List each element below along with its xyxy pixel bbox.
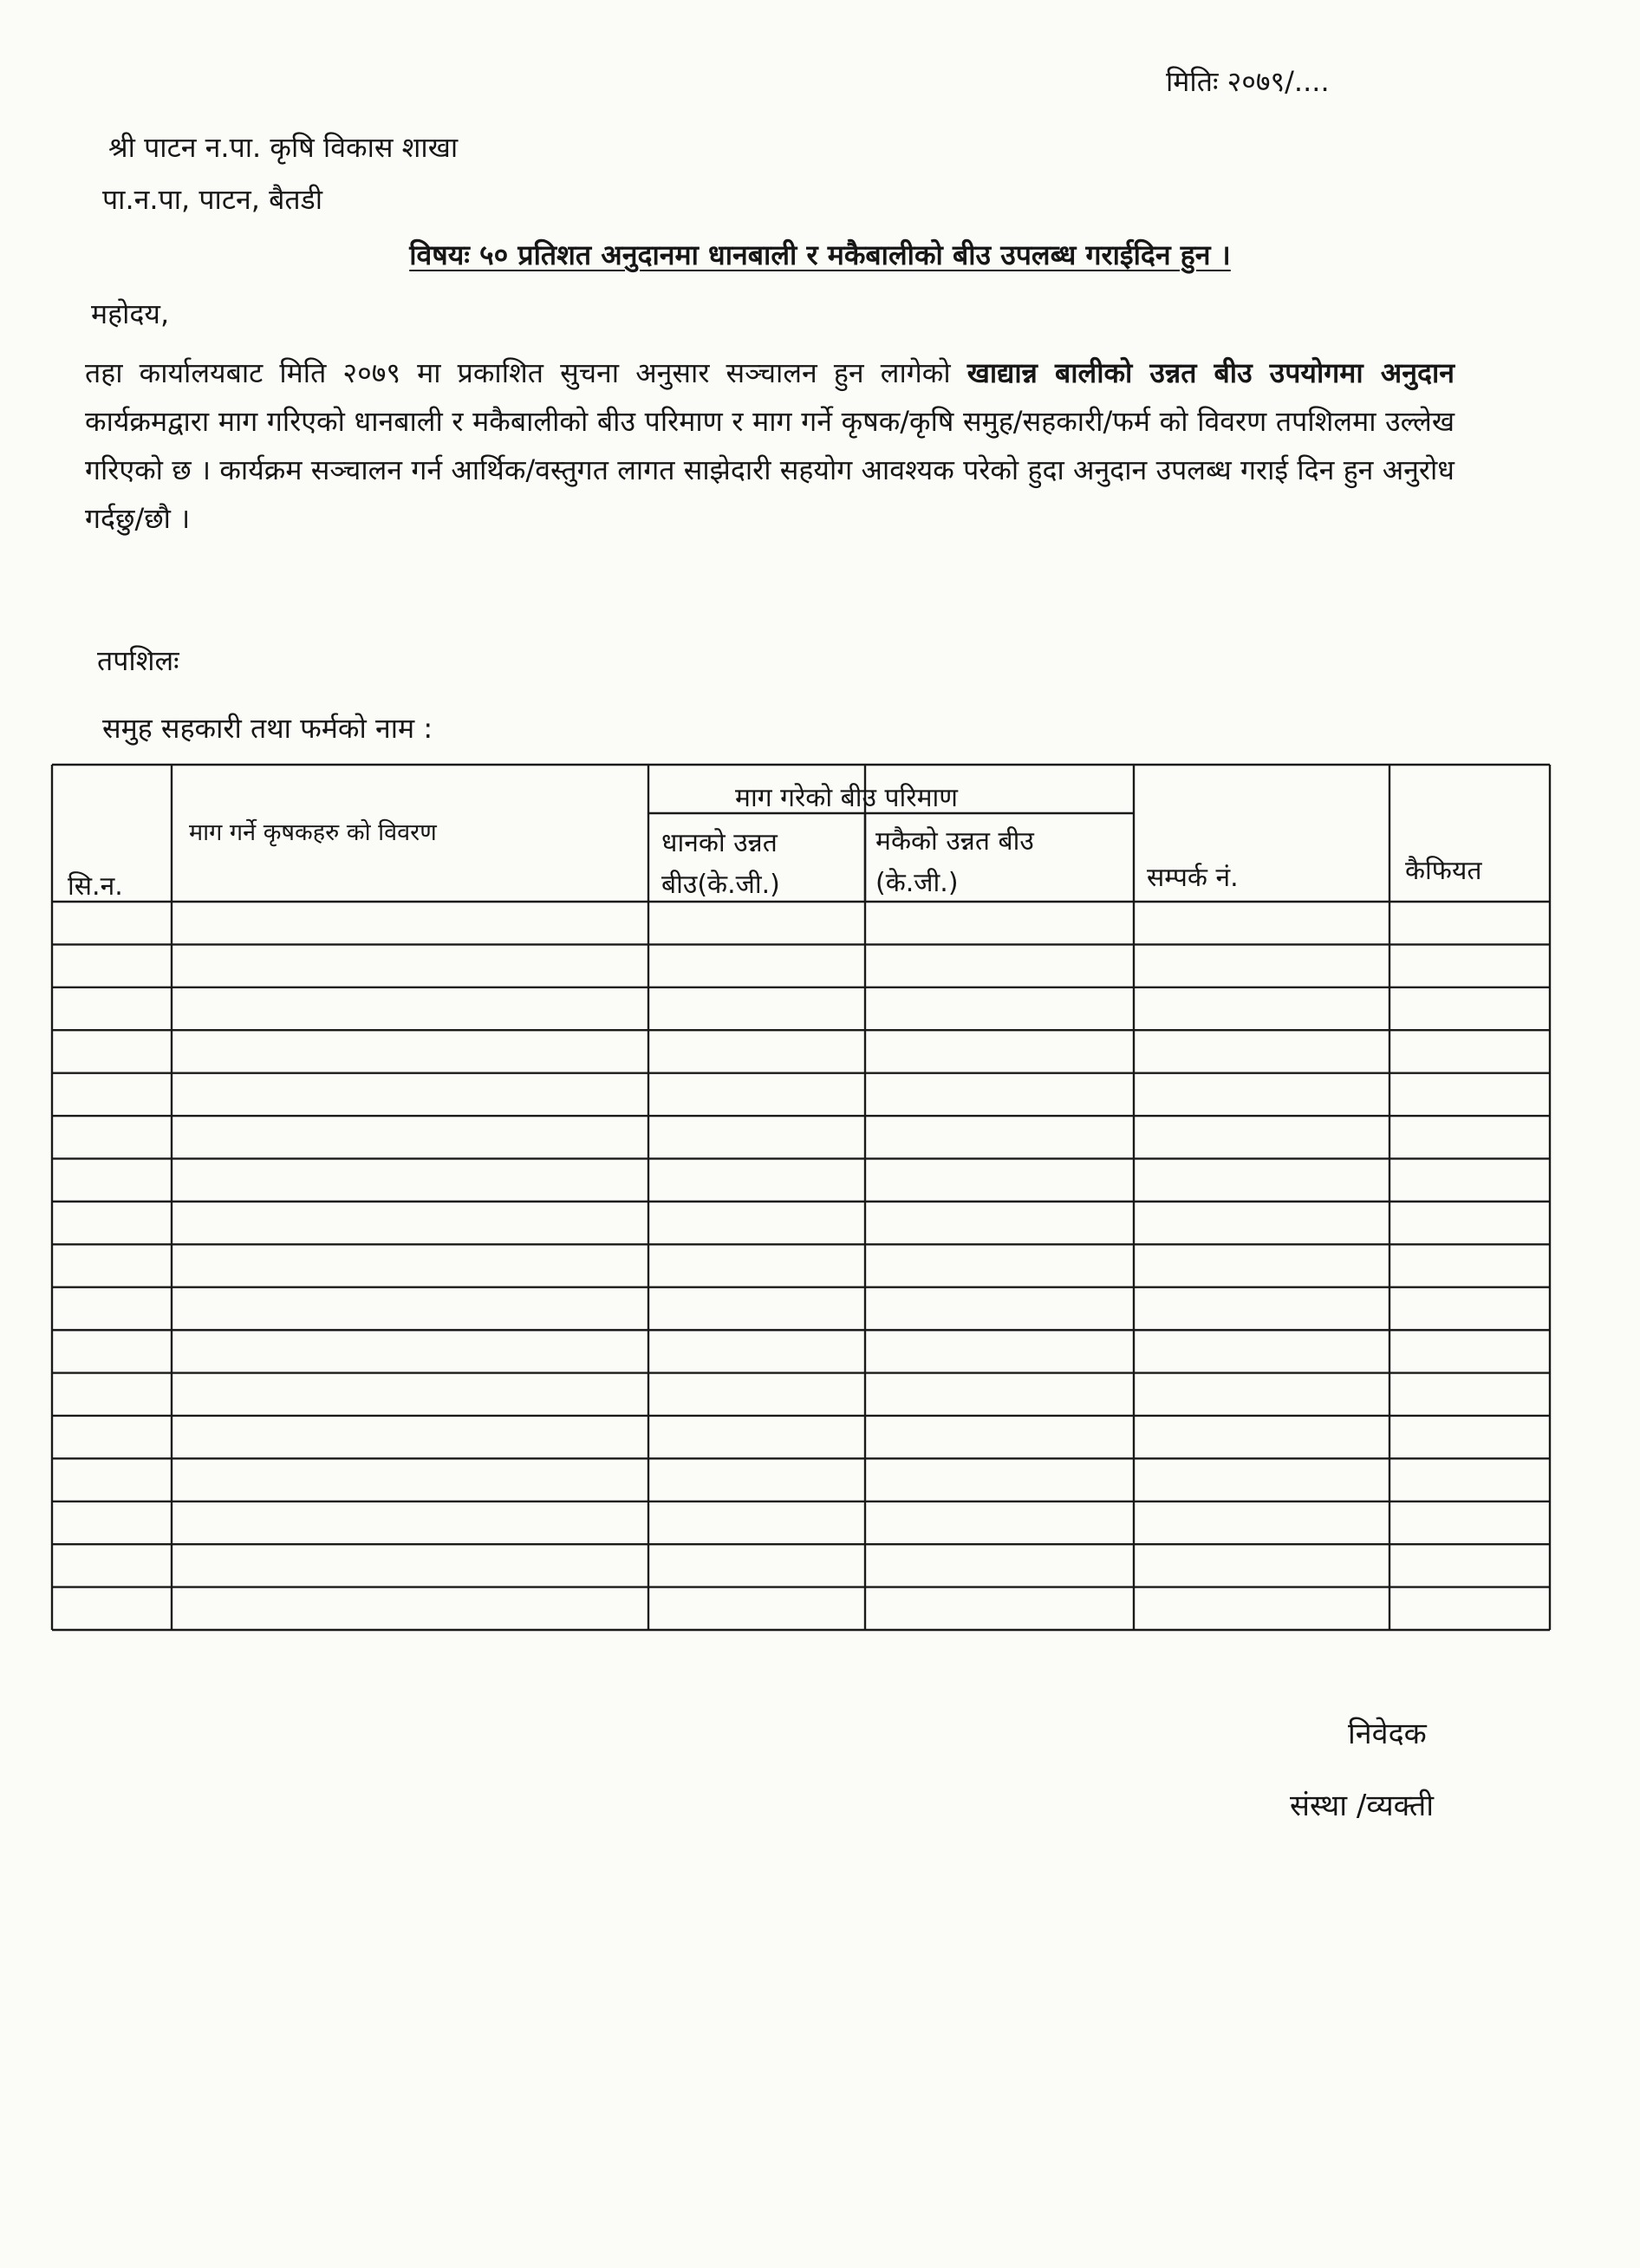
date-line: मितिः २०७९/.... [1166,65,1330,98]
body-text-part-1: तहा कार्यालयबाट मिति २०७९ मा प्रकाशित सुचना अनुसार सञ्चालन हुन लागेको [85,356,967,389]
subject-line [0,236,1640,273]
header-maize-seed-line-1: मकैको उन्नत बीउ [875,826,1034,857]
header-paddy-seed-line-1: धानको उन्नत [661,828,778,858]
details-label: तपशिलः [97,644,179,677]
subject-text: विषयः ५० प्रतिशत अनुदानमा धानबाली र मकैबालीको बीउ उपलब्ध गराईदिन हुन । [409,238,1231,271]
header-seed-quantity: माग गरेको बीउ परिमाण [735,783,958,813]
header-contact-number: सम्पर्क नं. [1147,863,1239,893]
header-paddy-seed-line-2: बीउ(के.जी.) [661,870,780,900]
organization-individual-label: संस्था /व्यक्ती [1290,1789,1435,1823]
header-maize-seed-line-2: (के.जी.) [875,868,959,898]
header-remarks: कैफियत [1405,856,1482,886]
body-paragraph [85,349,1455,543]
applicant-label: निवेदक [1348,1717,1427,1751]
group-name-label: समुह सहकारी तथा फर्मको नाम : [102,712,433,745]
body-text-bold: खाद्यान्न बालीको उन्नत बीउ उपयोगमा अनुदान [966,356,1455,389]
salutation: महोदय, [91,297,170,330]
recipient-line-1: श्री पाटन न.पा. कृषि विकास शाखा [108,131,459,164]
table-grid [50,763,1559,1639]
header-serial-number: सि.न. [68,871,123,902]
header-farmer-details: माग गर्ने कृषकहरु को विवरण [189,819,437,846]
seed-demand-table [50,763,1559,1639]
recipient-line-2: पा.न.पा, पाटन, बैतडी [102,183,322,216]
body-text-part-2: कार्यक्रमद्वारा माग गरिएको धानबाली र मकैबालीको बीउ परिमाण र माग गर्ने कृषक/कृषि समुह/सहकारी/फर्म को विवरण तपशिलमा उल्लेख गरिएको छ । कार्यक्रम सञ्चालन गर्न आर्थिक/वस्तुगत लागत साझेदारी सहयोग आवश्यक परेको हुदा अनुदान उपलब्ध गराई दिन हुन अनुरोध गर्दछु/छौ । [85,405,1455,535]
